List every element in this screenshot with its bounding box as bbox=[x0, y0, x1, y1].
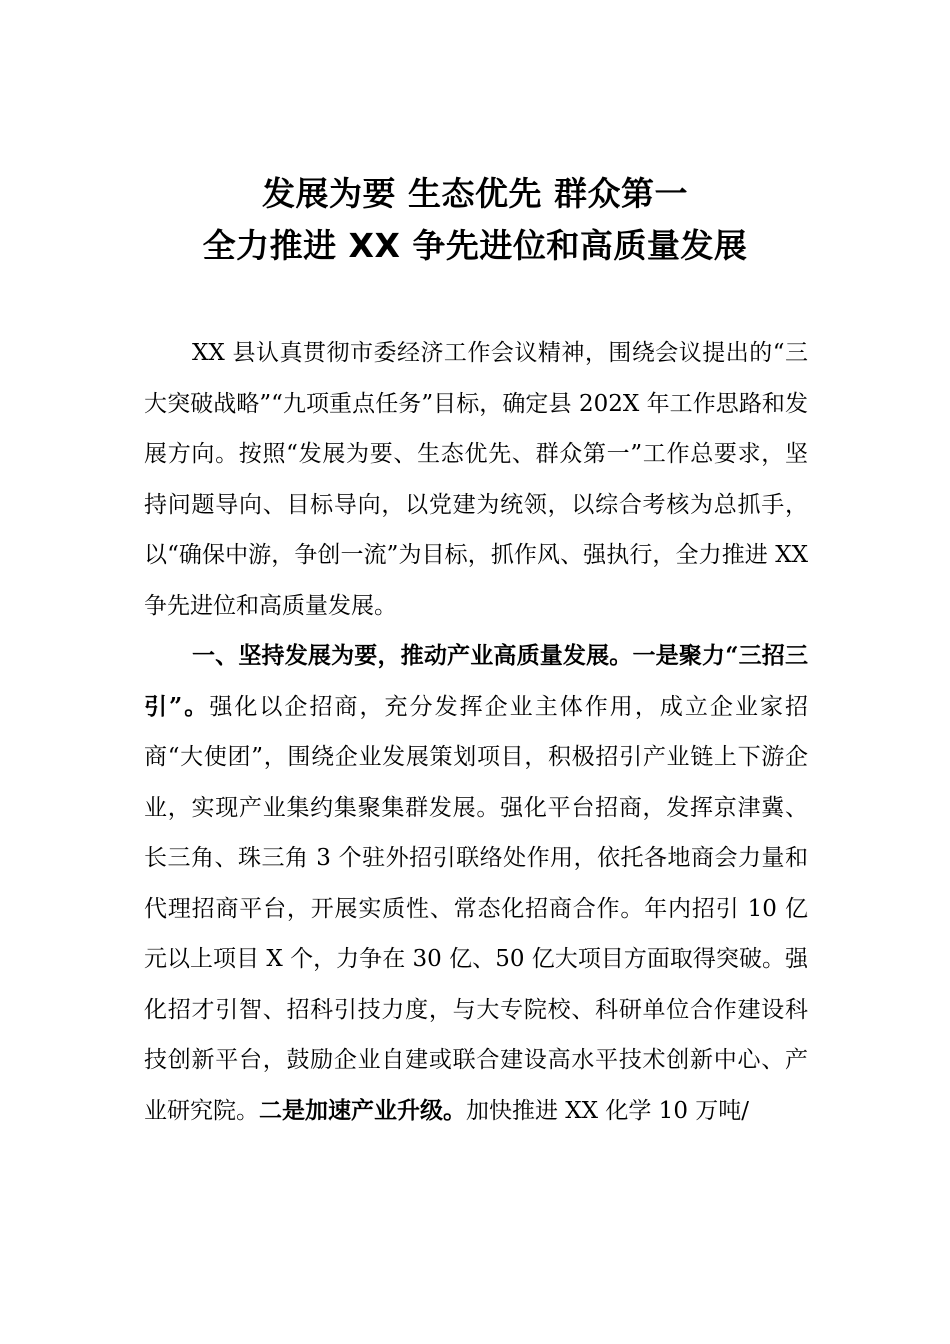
intro-paragraph-text: XX 县认真贯彻市委经济工作会议精神，围绕会议提出的“三大突破战略”“九项重点任务”目标，确定县 202X 年工作思路和发展方向。按照“发展为要、生态优先、群众第一”工作总要求，坚持问题导向、目标导向，以党建为统领，以综合考核为总抓手，以“确保中游，争创一流”为目标，抓作风、强执行，全力推进 XX 争先进位和高质量发展。 bbox=[144, 340, 808, 619]
document-body bbox=[144, 328, 808, 1136]
section-one-subheading: 二是加速产业升级。 bbox=[259, 1096, 466, 1124]
title-line-2: 全力推进 XX 争先进位和高质量发展 bbox=[202, 226, 748, 265]
section-one-text: 强化以企招商，充分发挥企业主体作用，成立企业家招商“大使团”，围绕企业发展策划项目，积极招引产业链上下游企业，实现产业集约集聚集群发展。强化平台招商，发挥京津冀、长三角、珠三角 3 个驻外招引联络处作用，依托各地商会力量和代理招商平台，开展实质性、常态化招商合作。年内招引 10 亿元以上项目 X 个，力争在 30 亿、50 亿大项目方面取得突破。强化招才引智、招科引技力度，与大专院校、科研单位合作建设科技创新平台，鼓励企业自建或联合建设高水平技术创新中心、产业研究院。 bbox=[144, 693, 809, 1124]
section-one-heading: 一、坚持发展为要，推动产业高质量发展。一是聚力“三招三引”。 bbox=[144, 642, 808, 720]
section-one-paragraph bbox=[144, 631, 808, 1136]
document-title bbox=[0, 168, 950, 272]
section-one-text-continued: 加快推进 XX 化学 10 万吨/ bbox=[466, 1097, 750, 1124]
intro-paragraph bbox=[144, 328, 808, 631]
title-line-1: 发展为要 生态优先 群众第一 bbox=[262, 174, 688, 213]
